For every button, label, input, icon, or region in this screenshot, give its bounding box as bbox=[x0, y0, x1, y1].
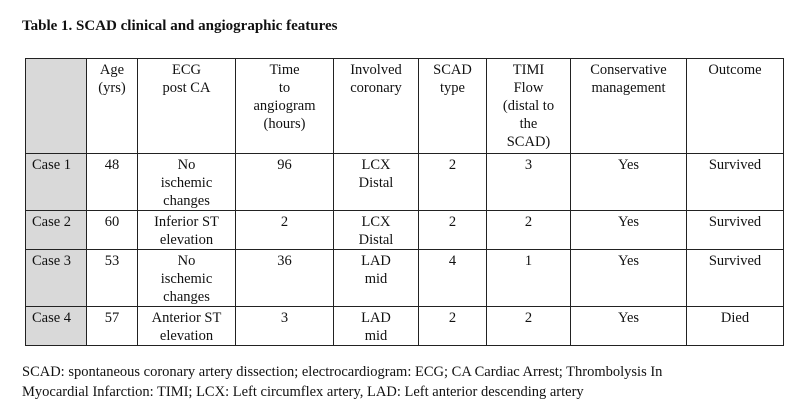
management-cell: Yes bbox=[571, 307, 687, 346]
timi-cell: 2 bbox=[487, 307, 571, 346]
outcome-cell: Survived bbox=[687, 211, 784, 250]
scad-type-cell: 2 bbox=[419, 211, 487, 250]
case-label: Case 1 bbox=[26, 154, 87, 211]
age-cell: 53 bbox=[87, 250, 138, 307]
header-ecg: ECG post CA bbox=[138, 59, 236, 154]
time-cell: 3 bbox=[236, 307, 334, 346]
footnote-line: SCAD: spontaneous coronary artery dissection; electrocardiogram: ECG; CA Cardiac Arrest; Thrombolysis In bbox=[22, 364, 663, 380]
table-title: Table 1. SCAD clinical and angiographic features bbox=[22, 18, 338, 34]
coronary-cell: LAD mid bbox=[334, 307, 419, 346]
management-cell: Yes bbox=[571, 250, 687, 307]
ecg-cell: Inferior ST elevation bbox=[138, 211, 236, 250]
age-cell: 60 bbox=[87, 211, 138, 250]
management-cell: Yes bbox=[571, 211, 687, 250]
header-outcome: Outcome bbox=[687, 59, 784, 154]
table-footnote bbox=[22, 362, 792, 402]
table-row bbox=[26, 307, 784, 346]
timi-cell: 3 bbox=[487, 154, 571, 211]
case-label: Case 2 bbox=[26, 211, 87, 250]
table-row bbox=[26, 250, 784, 307]
header-scad-type: SCAD type bbox=[419, 59, 487, 154]
header-coronary: Involved coronary bbox=[334, 59, 419, 154]
coronary-cell: LAD mid bbox=[334, 250, 419, 307]
coronary-cell: LCX Distal bbox=[334, 154, 419, 211]
timi-cell: 1 bbox=[487, 250, 571, 307]
outcome-cell: Survived bbox=[687, 154, 784, 211]
time-cell: 96 bbox=[236, 154, 334, 211]
age-cell: 57 bbox=[87, 307, 138, 346]
case-label: Case 4 bbox=[26, 307, 87, 346]
header-age: Age (yrs) bbox=[87, 59, 138, 154]
scad-features-table bbox=[25, 58, 784, 346]
outcome-cell: Died bbox=[687, 307, 784, 346]
header-timi-flow: TIMI Flow (distal to the SCAD) bbox=[487, 59, 571, 154]
table-row bbox=[26, 154, 784, 211]
header-management: Conservative management bbox=[571, 59, 687, 154]
management-cell: Yes bbox=[571, 154, 687, 211]
coronary-cell: LCX Distal bbox=[334, 211, 419, 250]
footnote-line: Myocardial Infarction: TIMI; LCX: Left circumflex artery, LAD: Left anterior descending artery bbox=[22, 384, 584, 400]
time-cell: 36 bbox=[236, 250, 334, 307]
header-corner bbox=[26, 59, 87, 154]
time-cell: 2 bbox=[236, 211, 334, 250]
outcome-cell: Survived bbox=[687, 250, 784, 307]
age-cell: 48 bbox=[87, 154, 138, 211]
case-label: Case 3 bbox=[26, 250, 87, 307]
ecg-cell: Anterior ST elevation bbox=[138, 307, 236, 346]
ecg-cell: No ischemic changes bbox=[138, 250, 236, 307]
timi-cell: 2 bbox=[487, 211, 571, 250]
ecg-cell: No ischemic changes bbox=[138, 154, 236, 211]
scad-type-cell: 2 bbox=[419, 307, 487, 346]
header-time: Time to angiogram (hours) bbox=[236, 59, 334, 154]
scad-type-cell: 4 bbox=[419, 250, 487, 307]
scad-type-cell: 2 bbox=[419, 154, 487, 211]
table-row bbox=[26, 211, 784, 250]
